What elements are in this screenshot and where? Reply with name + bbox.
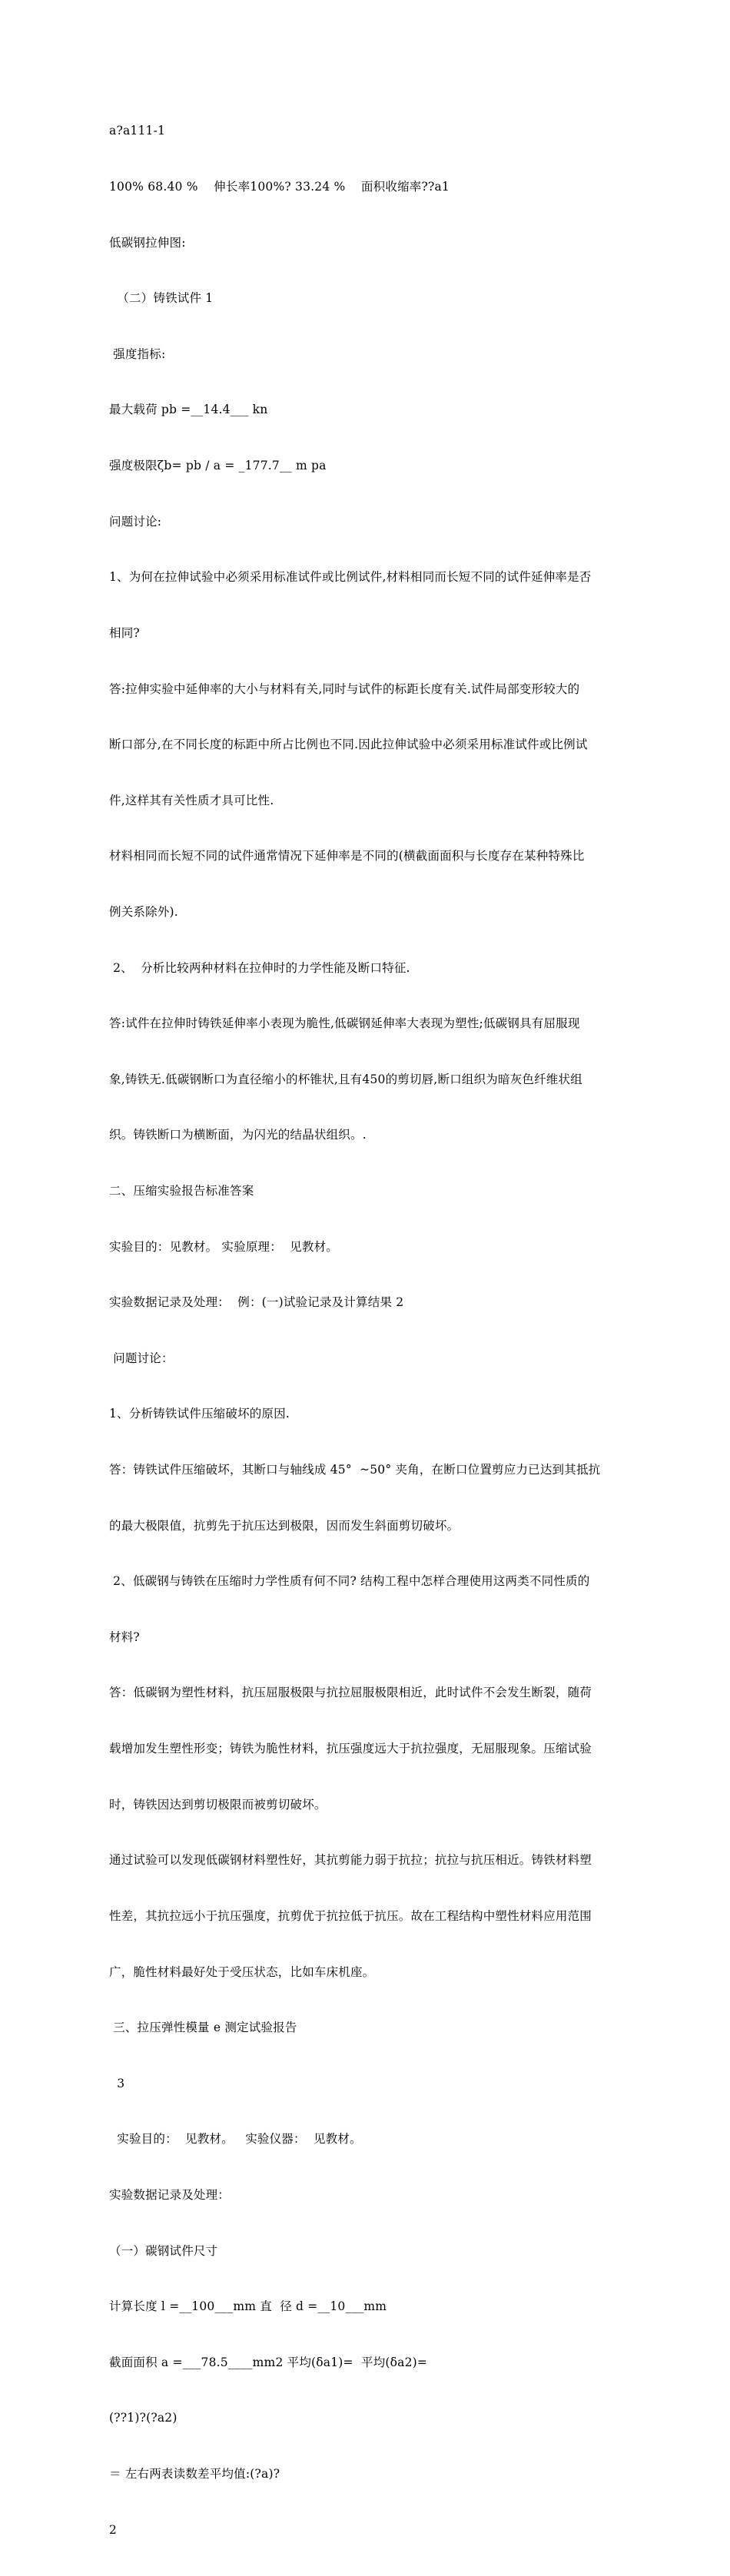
answer-line: 断口部分,在不同长度的标距中所占比例也不同.因此拉伸试验中必须采用标准试件或比例试: [109, 738, 588, 752]
text-line: 低碳钢拉伸图:: [109, 235, 186, 250]
text-line: 问题讨论:: [109, 514, 162, 529]
answer-line: 答：低碳钢为塑性材料，抗压屈服极限与抗拉屈服极限相近，此时试件不会发生断裂，随荷: [109, 1686, 592, 1700]
text-line: 实验数据记录及处理： 例：(一)试验记录及计算结果 2: [109, 1295, 404, 1310]
answer-line: 答：铸铁试件压缩破坏，其断口与轴线成 45° ~50° 夹角，在断口位置剪应力已达到其抵抗: [109, 1463, 601, 1477]
text-line: 问题讨论：: [109, 1351, 174, 1365]
text-line: 强度极限ζb= pb / a = _177.7__ m pa: [109, 459, 327, 473]
page-number: 3: [109, 2076, 125, 2090]
text-line: 实验数据记录及处理：: [109, 2187, 231, 2202]
text-line: 实验目的： 见教材。 实验仪器： 见教材。: [109, 2132, 362, 2147]
answer-line: 时，铸铁因达到剪切极限而被剪切破坏。: [109, 1797, 327, 1812]
section-heading: 三、拉压弹性模量 e 测定试验报告: [109, 2021, 297, 2035]
section-heading: 二、压缩实验报告标准答案: [109, 1183, 254, 1198]
text-line: 截面面积 a =___78.5____mm2 平均(δa1)= 平均(δa2)=: [109, 2355, 428, 2369]
question-line: 1、为何在拉伸试验中必须采用标准试件或比例试件,材料相同而长短不同的试件延伸率是否: [109, 570, 592, 585]
answer-line: 织。铸铁断口为横断面，为闪光的结晶状组织。.: [109, 1128, 367, 1142]
answer-line: 例关系除外).: [109, 904, 178, 919]
text-line: 实验目的：见教材。 实验原理： 见教材。: [109, 1239, 338, 1254]
answer-line: 性差，其抗拉远小于抗压强度，抗剪优于抗拉低于抗压。故在工程结构中塑性材料应用范围: [109, 1908, 592, 1923]
text-line: ＝ 左右两表读数差平均值:(?a)?: [109, 2467, 280, 2481]
text-line: 计算长度 l =__100___mm 直 径 d =__10___mm: [109, 2299, 387, 2314]
answer-line: 答:拉伸实验中延伸率的大小与材料有关,同时与试件的标距长度有关.试件局部变形较大的: [109, 681, 580, 696]
text-line: （一）碳钢试件尺寸: [109, 2243, 218, 2258]
question-line: 2、低碳钢与铸铁在压缩时力学性质有何不同? 结构工程中怎样合理使用这两类不同性质的: [109, 1574, 590, 1589]
document-body: [109, 85, 632, 2576]
text-line: 强度指标:: [109, 346, 166, 361]
answer-line: 的最大极限值，抗剪先于抗压达到极限，因而发生斜面剪切破坏。: [109, 1518, 460, 1533]
question-line: 2、 分析比较两种材料在拉伸时的力学性能及断口特征.: [109, 960, 410, 975]
answer-line: 通过试验可以发现低碳钢材料塑性好，其抗剪能力弱于抗拉；抗拉与抗压相近。铸铁材料塑: [109, 1853, 592, 1868]
text-line: 最大载荷 pb =__14.4___ kn: [109, 403, 268, 417]
page-number: 2: [109, 2522, 118, 2537]
answer-line: 答:试件在拉伸时铸铁延伸率小表现为脆性,低碳钢延伸率大表现为塑性;低碳钢具有屈服现: [109, 1016, 580, 1031]
text-line: 100% 68.40 % 伸长率100%? 33.24 % 面积收缩率??a1: [109, 180, 450, 194]
question-line: 材料?: [109, 1629, 140, 1644]
text-line: a?a111-1: [109, 124, 166, 138]
answer-line: 件,这样其有关性质才具可比性.: [109, 793, 274, 807]
answer-line: 广，脆性材料最好处于受压状态，比如车床机座。: [109, 1964, 375, 1979]
question-line: 相同?: [109, 625, 140, 640]
section-heading: （二）铸铁试件 1: [109, 291, 214, 306]
question-line: 1、分析铸铁试件压缩破坏的原因.: [109, 1407, 290, 1421]
text-line: (??1)?(?a2): [109, 2411, 178, 2425]
answer-line: 载增加发生塑性形变；铸铁为脆性材料，抗压强度远大于抗拉强度，无屈服现象。压缩试验: [109, 1742, 592, 1756]
answer-line: 象,铸铁无.低碳钢断口为直径缩小的杯锥状,且有450的剪切唇,断口组织为暗灰色纤维状组: [109, 1072, 582, 1086]
answer-line: 材料相同而长短不同的试件通常情况下延伸率是不同的(横截面面积与长度存在某种特殊比: [109, 849, 585, 864]
